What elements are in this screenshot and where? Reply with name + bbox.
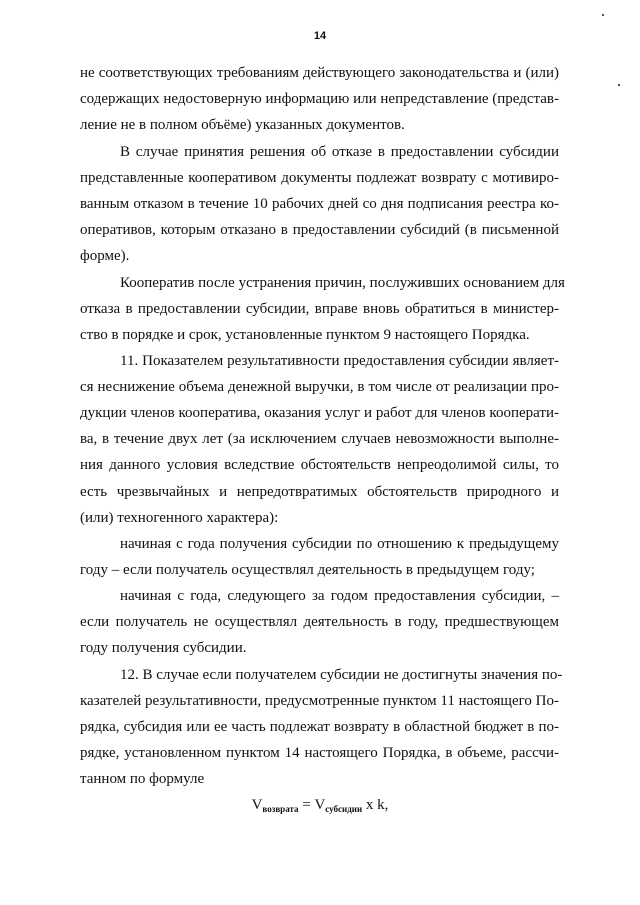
text-line: танном по формуле bbox=[80, 771, 205, 787]
text-line: Кооператив после устранения причин, послуживших основанием для bbox=[120, 275, 565, 291]
text-line: оперативов, которым отказано в предоставлении субсидий (в письменной bbox=[80, 222, 559, 238]
text-line: В случае принятия решения об отказе в предоставлении субсидии bbox=[120, 144, 559, 160]
text-line: рядке, установленном пунктом 14 настоящего Порядка, в объеме, рассчи- bbox=[80, 745, 559, 761]
text-line: 11. Показателем результативности предоставления субсидии являет- bbox=[120, 353, 559, 369]
text-line: (или) техногенного характера): bbox=[80, 510, 279, 526]
text-line: ванным отказом в течение 10 рабочих дней со дня подписания реестра ко- bbox=[80, 196, 559, 212]
page-number: 14 bbox=[313, 30, 327, 42]
text-line: если получатель не осуществлял деятельность в году, предшествующем bbox=[80, 614, 559, 630]
text-line: форме). bbox=[80, 248, 130, 264]
formula bbox=[0, 796, 640, 818]
text-line: не соответствующих требованиям действующего законодательства и (или) bbox=[80, 65, 559, 81]
text-line: отказа в предоставлении субсидии, вправе вновь обратиться в министер- bbox=[80, 301, 559, 317]
text-line: казателей результативности, предусмотренные пунктом 11 настоящего По- bbox=[80, 693, 559, 709]
text-line: ся неснижение объема денежной выручки, в том числе от реализации про- bbox=[80, 379, 559, 395]
text-line: начиная с года, следующего за годом предоставления субсидии, – bbox=[120, 588, 559, 604]
formula-subscript-return: возврата bbox=[262, 804, 299, 814]
formula-equals-v: = V bbox=[298, 797, 326, 813]
scan-speck bbox=[618, 84, 620, 86]
text-line: ство в порядке и срок, установленные пунктом 9 настоящего Порядка. bbox=[80, 327, 530, 343]
formula-subscript-subsidy: субсидии bbox=[325, 804, 363, 814]
formula-v-return: V bbox=[251, 797, 263, 813]
text-line: представленные кооперативом документы подлежат возврату с мотивиро- bbox=[80, 170, 559, 186]
text-line: есть чрезвычайных и непредотвратимых обстоятельств природного и bbox=[80, 484, 559, 500]
text-line: году – если получатель осуществлял деятельность в предыдущем году; bbox=[80, 562, 535, 578]
text-line: ва, в течение двух лет (за исключением случаев невозможности выполне- bbox=[80, 431, 559, 447]
text-line: рядка, субсидия или ее часть подлежат возврату в областной бюджет в по- bbox=[80, 719, 559, 735]
text-line: году получения субсидии. bbox=[80, 640, 247, 656]
text-line: содержащих недостоверную информацию или непредставление (представ- bbox=[80, 91, 559, 107]
text-line: ния данного условия вследствие обстоятельств непреодолимой силы, то bbox=[80, 457, 559, 473]
text-line: начиная с года получения субсидии по отношению к предыдущему bbox=[120, 536, 559, 552]
text-line: дукции членов кооператива, оказания услуг и работ для членов кооперати- bbox=[80, 405, 559, 421]
scan-speck bbox=[602, 14, 604, 16]
text-line: ление не в полном объёме) указанных документов. bbox=[80, 117, 405, 133]
text-line: 12. В случае если получателем субсидии не достигнуты значения по- bbox=[120, 667, 563, 683]
formula-tail: x k, bbox=[362, 797, 389, 813]
